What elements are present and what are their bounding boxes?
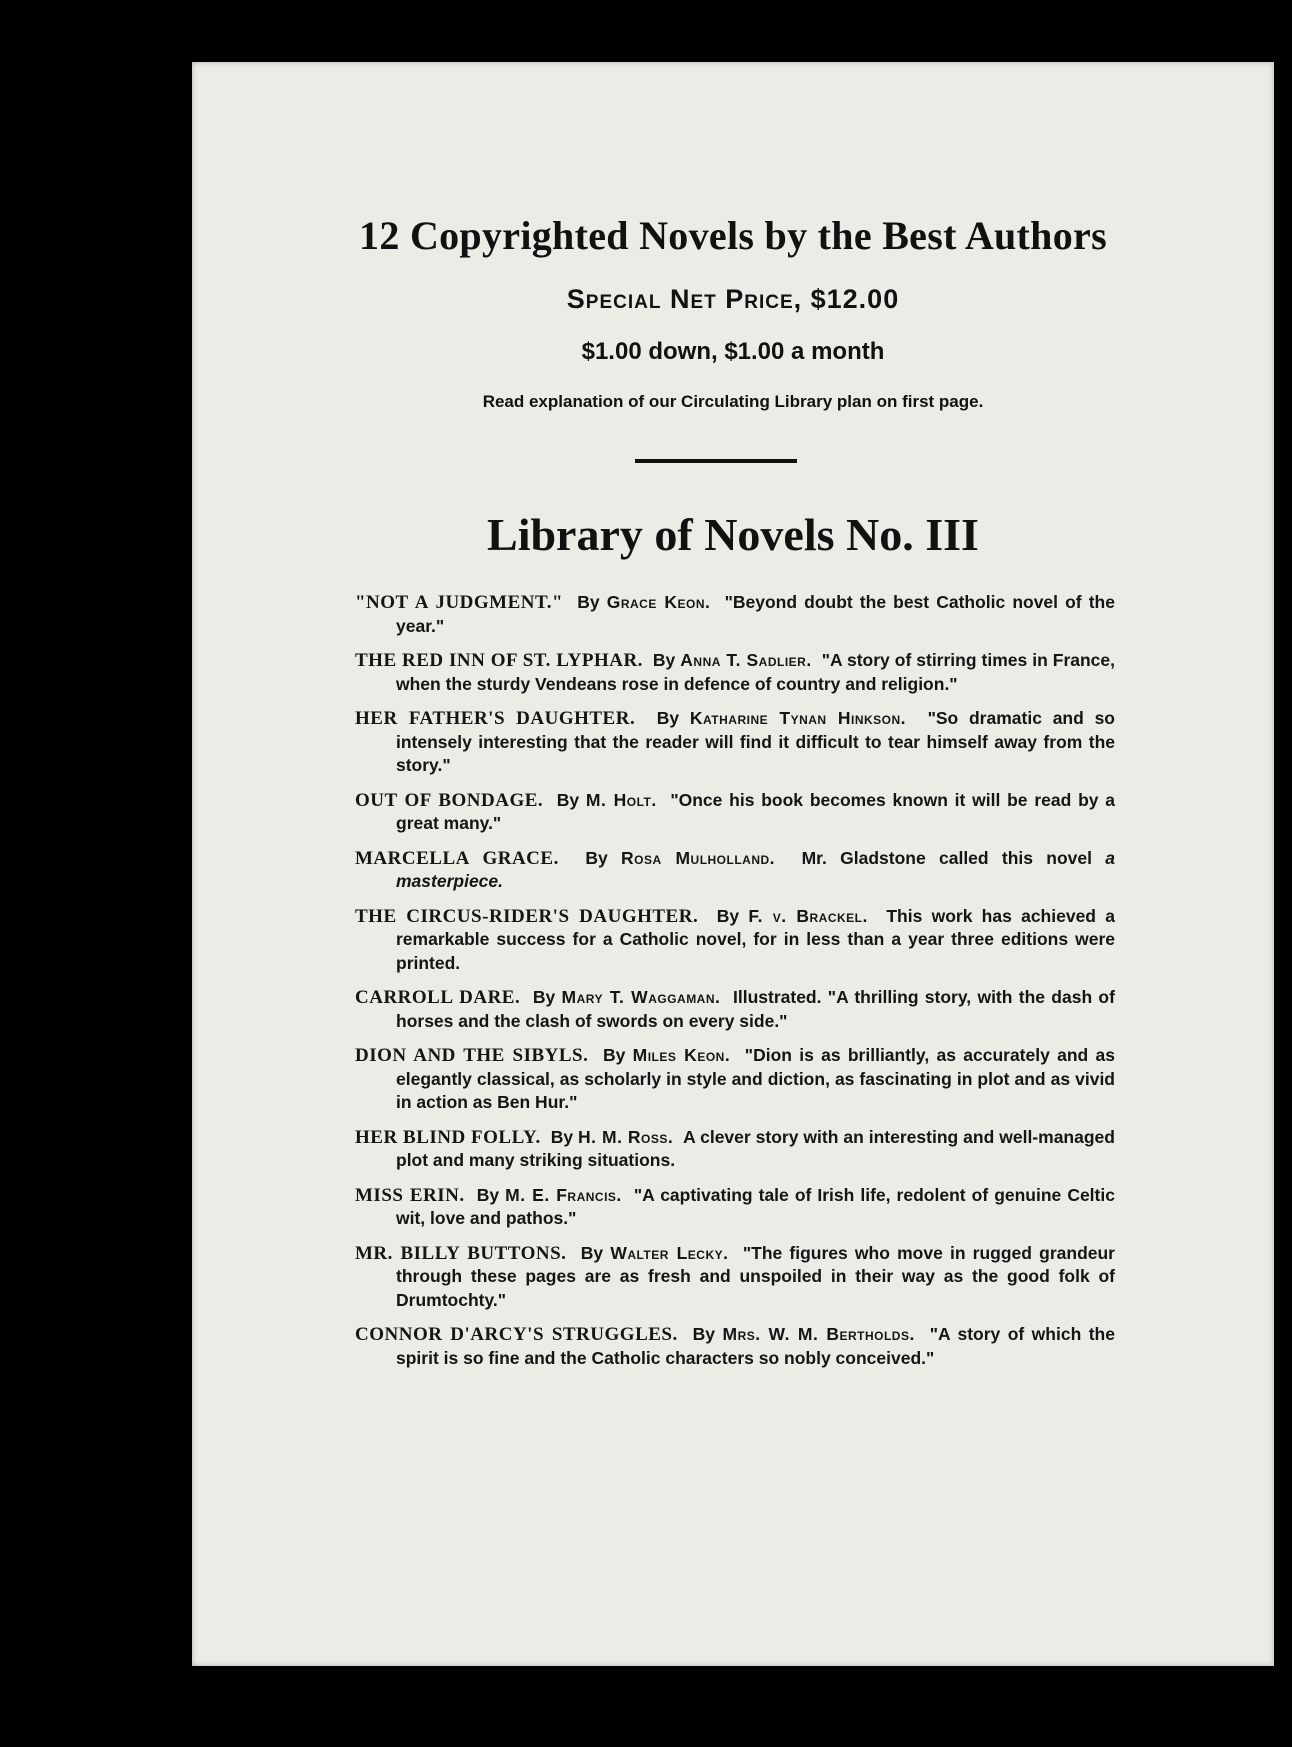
section-title: Library of Novels No. III <box>487 509 979 560</box>
novel-entry <box>355 905 1115 976</box>
novel-by: By <box>692 1324 716 1344</box>
novel-description: "The figures who move in rugged grandeur through these pages are as fresh and unspoiled in their way as the good folk of Drumtochty." <box>396 1242 1115 1310</box>
novel-entry <box>355 649 1115 696</box>
novel-entry <box>355 707 1115 778</box>
novel-by: By <box>580 1242 604 1263</box>
novel-by: By <box>652 650 676 670</box>
novel-description: Illustrated. "A thrilling story, with the dash of horses and the clash of swords on every side." <box>396 987 1115 1031</box>
novel-author: M. E. Francis. <box>505 1184 622 1205</box>
novel-title: THE RED INN OF ST. LYPHAR. <box>355 650 643 671</box>
novel-author: Anna T. Sadlier. <box>680 650 812 670</box>
novel-by: By <box>602 1045 626 1065</box>
novel-title: CARROLL DARE. <box>355 987 521 1008</box>
novel-title: "NOT A JUDGMENT." <box>355 592 564 613</box>
novel-title: MR. BILLY BUTTONS. <box>355 1242 567 1264</box>
novel-entry <box>355 1242 1115 1313</box>
novel-author: Walter Lecky. <box>610 1242 729 1263</box>
novel-entry <box>355 591 1115 638</box>
novel-by: By <box>476 1184 500 1205</box>
novel-author: Katharine Tynan Hinkson. <box>689 708 907 728</box>
novel-by: By <box>656 708 680 728</box>
novel-entry <box>355 1126 1115 1173</box>
novel-title: DION AND THE SIBYLS. <box>355 1045 589 1066</box>
novel-entry <box>355 1323 1115 1370</box>
novel-author: Miles Keon. <box>632 1045 731 1065</box>
novel-title: CONNOR D'ARCY'S STRUGGLES. <box>355 1324 678 1345</box>
book-page <box>192 62 1274 1666</box>
novel-description: "A story of stirring times in France, when the sturdy Vendeans rose in defence of country and religion." <box>396 650 1116 694</box>
novel-description: "A story of which the spirit is so fine and the Catholic characters so nobly conceived." <box>396 1324 1115 1368</box>
novel-by: By <box>556 789 580 810</box>
library-plan-note: Read explanation of our Circulating Library plan on first page. <box>482 392 984 411</box>
novel-description: "Dion is as brilliantly, as accurately and as elegantly classical, as scholarly in style and diction, as fascinating in plot and as vivid in action as Ben Hur." <box>396 1045 1115 1112</box>
novel-description: A clever story with an interesting and well-managed plot and many striking situations. <box>396 1126 1115 1170</box>
novel-description: "So dramatic and so intensely interesting that the reader will find it difficult to tear himself away from the story." <box>396 708 1115 775</box>
novel-entry <box>355 1184 1115 1231</box>
novel-title: HER FATHER'S DAUGHTER. <box>355 708 636 729</box>
novel-by: By <box>716 905 740 926</box>
headline: 12 Copyrighted Novels by the Best Authors <box>359 213 1107 258</box>
novel-entry <box>355 986 1115 1033</box>
novel-entry <box>355 1044 1115 1115</box>
novel-title: MISS ERIN. <box>355 1184 465 1206</box>
novel-title: HER BLIND FOLLY. <box>355 1126 541 1148</box>
novel-description: "Once his book becomes known it will be read by a great many." <box>396 789 1116 833</box>
novel-author: F. v. Brackel. <box>748 905 868 926</box>
novel-author: M. Holt. <box>585 789 657 810</box>
novel-entry <box>355 789 1115 836</box>
novel-author: H. M. Ross. <box>578 1126 674 1147</box>
novel-by: By <box>532 987 556 1007</box>
novel-by: By <box>585 847 608 868</box>
novel-title: OUT OF BONDAGE. <box>355 789 544 811</box>
novel-description: "Beyond doubt the best Catholic novel of the year." <box>396 592 1115 636</box>
novel-author: Mrs. W. M. Bertholds. <box>722 1324 915 1344</box>
novel-author: Rosa Mulholland. <box>621 847 776 868</box>
novel-description: "A captivating tale of Irish life, redolent of genuine Celtic wit, love and pathos." <box>396 1184 1115 1228</box>
divider-rule <box>635 459 797 463</box>
novel-list <box>355 591 1115 1381</box>
novel-description: This work has achieved a remarkable success for a Catholic novel, for in less than a year three editions were printed. <box>396 905 1115 973</box>
novel-description: Mr. Gladstone called this novel <box>801 847 1092 868</box>
novel-title: THE CIRCUS-RIDER'S DAUGHTER. <box>355 905 699 927</box>
payment-terms: $1.00 down, $1.00 a month <box>581 338 885 365</box>
novel-by: By <box>550 1126 574 1147</box>
special-price: Special Net Price, $12.00 <box>566 284 900 314</box>
novel-author: Mary T. Waggaman. <box>561 987 721 1007</box>
novel-description-italic: a masterpiece. <box>396 847 1115 891</box>
novel-title: MARCELLA GRACE. <box>355 847 559 869</box>
novel-author: Grace Keon. <box>606 592 711 612</box>
novel-entry <box>355 847 1115 894</box>
novel-by: By <box>577 592 600 612</box>
